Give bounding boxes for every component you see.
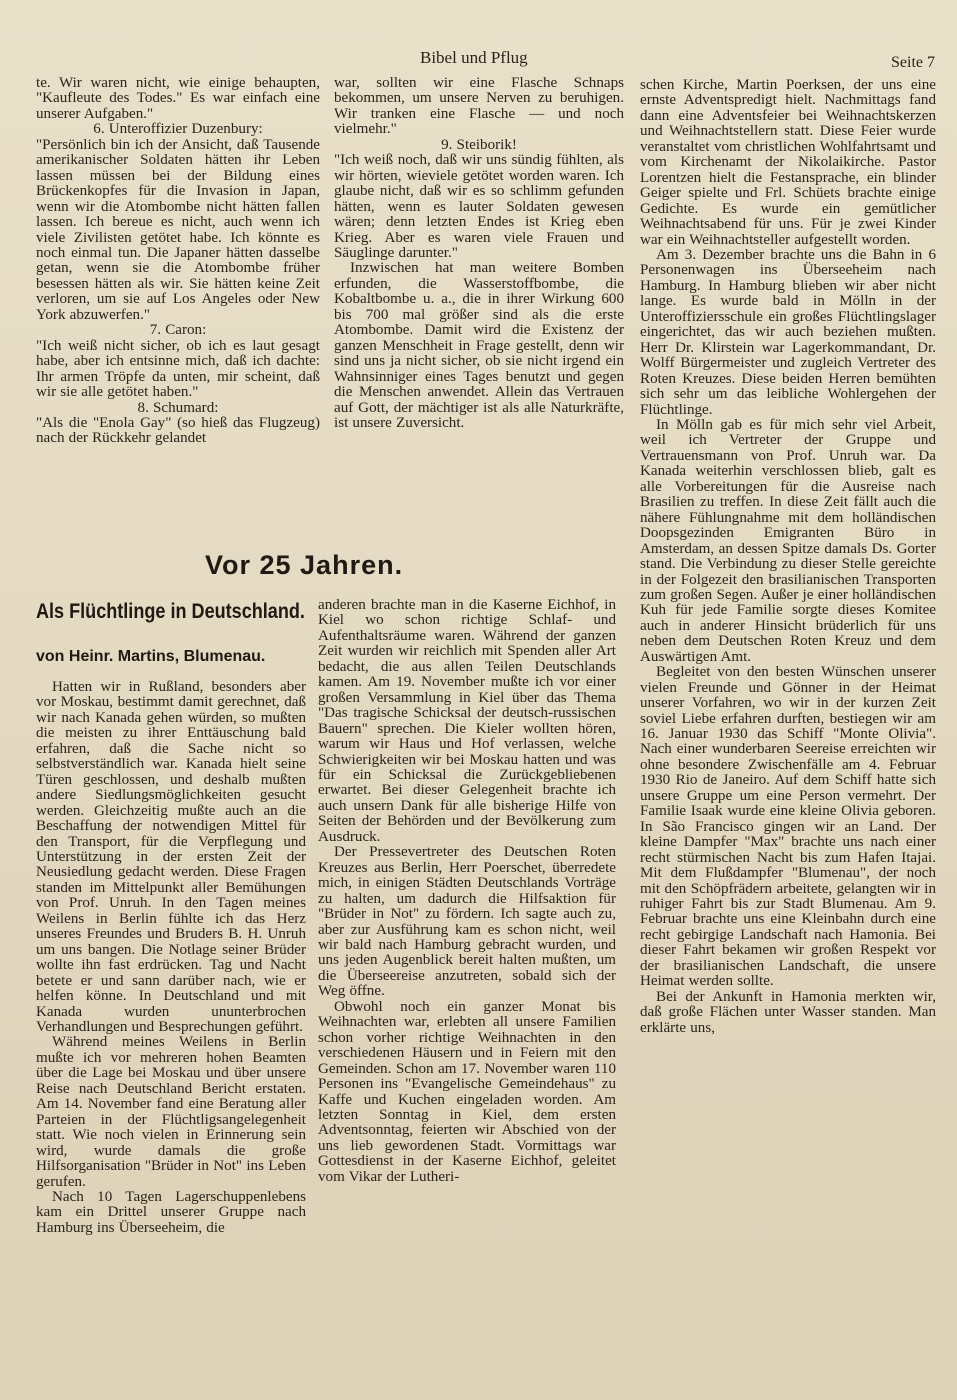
paragraph: 8. Schumard: — [137, 399, 219, 416]
page-number: Seite 7 — [891, 54, 935, 71]
paragraph: Obwohl noch ein ganzer Monat bis Weihnachten war, erlebten all unsere Familien schon vorher richtige Weihnachten in den verschiedenen Häusern und in Feiern mit den Gemeinden. Schon am 17. November waren 110 Personen ins "Evangelische Gemeindehaus" zu Kaffe und Kuchen eingeladen worden. Am letzten Sonntag in Kiel, dem ersten Adventsonntag, feierten wir Abschied von der uns lieb gewordenen Stadt. Vormittags war Gottesdienst in der Kaserne Eichhof, geleitet vom Vikar der Lutheri- — [318, 998, 616, 1185]
article-byline: von Heinr. Martins, Blumenau. — [36, 648, 266, 665]
paragraph: anderen brachte man in die Kaserne Eichhof, in Kiel wo schon richtige Schlaf- und Aufenthaltsräume waren. Während der ganzen Zeit wurden wir reichlich mit Spenden aller Art bedacht, die aus allen Teilen Deutschlands kamen. Am 19. November mußte ich vor einer großen Versammlung in Kiel über das Thema "Das tragische Schicksal der deutsch-russischen Bauern" sprechen. Die Kieler wollten hören, warum wir Haus und Hof verlassen, welche Schwierigkeiten wir bei Moskau hatten und was für ein Schicksal die Zurückgebliebenen erwartet. Bei dieser Gelegenheit brachte ich auch unsern Dank für alle bisherige Hilfe von Seiten der Behörden und der Bevölkerung zum Ausdruck. — [318, 597, 616, 845]
paragraph: Am 3. Dezember brachte uns die Bahn in 6 Personenwagen ins Überseeheim nach Hamburg. In Hamburg blieben wir aber nicht lange. Es wurde bald in Mölln in der Unteroffiziersschule ein großes Flüchtlingslager eingerichtet, das wir auch beziehen mußten. Herr Dr. Klirstein war Lagerkommandant, Dr. Wolff Bürgermeister und zugleich Vertreter des Roten Kreuzes. Diese beiden Herren bemühten sich sehr um das leibliche Wohlergehen der Flüchtlinge. — [640, 246, 936, 418]
paragraph: Inzwischen hat man weitere Bomben erfunden, die Wasserstoffbombe, die Kobaltbombe u. a., die in ihrer Wirkung 600 bis 700 mal größer sind als die erste Atombombe. Damit wird die Existenz der ganzen Menschheit in Frage gestellt, denn wir sind uns ja nicht sicher, ob sie nicht irgend ein Wahnsinniger eines Tages benutzt und gegen die Menschen anwendet. Allein das Vertrauen auf Gott, der mächtiger ist als alle Naturkräfte, ist unsere Zuversicht. — [334, 260, 624, 431]
publication-title: Bibel und Pflug — [420, 48, 528, 67]
column-bottom-left — [36, 680, 306, 1236]
column-bottom-middle — [318, 598, 616, 1185]
paragraph: 9. Steiborik! — [441, 136, 517, 153]
column-top-middle — [334, 76, 624, 431]
paragraph: In Mölln gab es für mich sehr viel Arbeit, weil ich Vertreter der Gruppe und Vertrauensmann von Prof. Unruh war. Da Kanada weiterhin verschlossen blieb, galt es alle Vorbereitungen für die Ausreise nach Brasilien zu treffen. In diese Zeit fällt auch die nähere Fühlungnahme mit dem holländischen Doopsgezinden Emigranten Büro in Amsterdam, an dessen Spitze damals Ds. Gorter stand. Die Verbindung zu dieser Stelle gereichte in der Folgezeit den brasilianischen Transporten zum großen Segen. Außer je einer holländischen Kuh für jede Familie sorgte dieses Komitee auch in anderer Hinsicht brüderlich für uns neben dem Deutschen Roten Kreuz und dem Auswärtigen Amt. — [640, 416, 936, 665]
paragraph: Nach 10 Tagen Lagerschuppenlebens kam ein Drittel unserer Gruppe nach Hamburg ins Überseeheim, die — [36, 1188, 306, 1236]
paragraph: "Persönlich bin ich der Ansicht, daß Tausende amerikanischer Soldaten hätten ihr Leben lassen müssen bei der Bildung eines Brückenkopfes für die Invasion in Japan, wenn wir die Atombombe nicht hätten fallen lassen. Ich bereue es nicht, auch wenn ich viele Zivilisten getötet habe. Ich könnte es noch einmal tun. Die Japaner hätten dasselbe getan, wenn sie die Atombombe früher besessen hätten als wir. Sie hätten keine Zeit verloren, um sie auf Los Angeles oder New York abzuwerfen." — [36, 136, 320, 323]
paragraph: Bei der Ankunft in Hamonia merkten wir, daß große Flächen unter Wasser standen. Man erklärte uns, — [640, 988, 936, 1036]
paragraph: "Als die "Enola Gay" (so hieß das Flugzeug) nach der Rückkehr gelandet — [36, 414, 320, 447]
paragraph: Während meines Weilens in Berlin mußte ich vor mehreren hohen Beamten über die Lage bei Moskau und über unsere Reise nach Deutschland Bericht erstaten. Am 14. November fand eine Beratung aller Parteien in der Flüchtligsangelegenheit statt. Wie noch vielen in Erinnerung sein wird, wurde damals die große Hilfsorganisation "Brüder in Not" ins Leben gerufen. — [36, 1034, 306, 1190]
paragraph: schen Kirche, Martin Poerksen, der uns eine ernste Adventspredigt hielt. Nachmittags fand dann eine Adventsfeier bei Weihnachtskerzen und Weihnachtstellern statt. Diese Feier wurde veranstaltet vom christlichen Wohlfahrtsamt und vom Kirchenamt der Nikolaikirche. Pastor Lorentzen hielt die Festansprache, ein blinder Geiger spielte und Frl. Schüets brachte einige Gedichte. Es wurde ein gemütlicher Weihnachtsabend für uns. Für je zwei Kinder war ein Weihnachtsteller aufgestellt worden. — [640, 77, 936, 248]
paragraph: "Ich weiß nicht sicher, ob ich es laut gesagt habe, aber ich entsinne mich, daß ich dachte: Ihr armen Tröpfe da unten, mir scheint, daß wir sie alle getötet haben." — [36, 337, 320, 401]
paragraph: war, sollten wir eine Flasche Schnaps bekommen, um unsere Nerven zu beruhigen. Wir tranken eine Flasche — und noch vielmehr." — [334, 75, 624, 138]
paragraph: 7. Caron: — [149, 322, 207, 339]
article-headline: Vor 25 Jahren. — [205, 550, 404, 580]
column-top-left — [36, 76, 320, 447]
page-header — [0, 48, 957, 74]
paragraph: "Ich weiß noch, daß wir uns sündig fühlten, als wir hörten, wieviele getötet worden waren. Ich glaube nicht, daß wir es so schlimm gefunden hätten, wenn es lauter Soldaten gewesen wären; denn letzten Endes ist Krieg eben Krieg. Aber es waren viele Frauen und Säuglinge darunter." — [334, 152, 624, 261]
paragraph: Hatten wir in Rußland, besonders aber vor Moskau, bestimmt damit gerechnet, daß wir nach Kanada gehen würden, so mußten die meisten zu ihrer Enttäuschung bald erfahren, daß die Sache nicht so selbstverständlich war. Kanada hielt seine Türen geschlossen, und deshalb mußten andere Siedlungsmöglichkeiten gesucht werden. Gleichzeitig mußte auch an die Beschaffung der notwendigen Mittel für den Transport, für die Verpflegung und Unterstützung in der ersten Zeit der Neusiedlung gedacht werden. Diese Fragen standen im Mittelpunkt aller Bemühungen von Prof. Unruh. In den Tagen meines Weilens in Berlin fühlte ich das Herz unseres Freundes und Bruders B. H. Unruh um uns bangen. Die Notlage seiner Brüder wollte ihn fast erdrücken. Tag und Nacht betete er und sann darüber nach, wie er helfen könne. In Deutschland und mit Kanada wurden ununterbrochen Verhandlungen und Besprechungen geführt. — [36, 679, 306, 1035]
paragraph: 6. Unteroffizier Duzenbury: — [93, 121, 263, 138]
paragraph: te. Wir waren nicht, wie einige behaupten, "Kaufleute des Todes." Es war einfach eine unserer Aufgaben." — [36, 75, 320, 122]
article-subheadline: Als Flüchtlinge in Deutschland. — [36, 600, 305, 623]
paragraph: Der Pressevertreter des Deutschen Roten Kreuzes aus Berlin, Herr Poerschet, überredete mich, in einigen Städten Deutschlands Vorträge zu halten, um dadurch die Hilfsaktion für "Brüder in Not" zu fördern. Ich sagte auch zu, aber zur Ausführung kam es schon nicht, weil wir bald nach Hamburg gebracht wurden, und uns jeden Augenblick bereit halten mußten, um die Überseereise anzutreten, sobald sich der Weg öffne. — [318, 844, 616, 1000]
paragraph: Begleitet von den besten Wünschen unserer vielen Freunde und Gönner in der Heimat unserer Vorfahren, wo wir in der kurzen Zeit soviel Liebe erfahren durften, bestiegen wir am 16. Januar 1930 das Schiff "Monte Olivia". Nach einer wunderbaren Seereise erreichten wir ohne besondere Zwischenfälle am 4. Februar 1930 Rio de Janeiro. Auf dem Schiff hatte sich unsere Gruppe um eine Person vermehrt. Der Familie Isaak wurde eine kleine Olivia geboren. In São Francisco gingen wir an Land. Der kleine Dampfer "Max" brachte uns nach einer recht stürmischen Nacht bis zum Hafen Itajai. Mit dem Flußdampfer "Blumenau", der noch mit den Schöpfrädern arbeitete, gelangten wir in ruhiger Fahrt bis zur Stadt Blumenau. Am 9. Februar brachte uns eine Kleinbahn durch eine recht gebirgige Landschaft nach Hamonia. Bei dieser Fahrt bekamen wir großen Respekt vor der brasilianischen Landschaft, die unsere Heimat werden sollte. — [640, 664, 936, 990]
column-right — [640, 78, 936, 1036]
